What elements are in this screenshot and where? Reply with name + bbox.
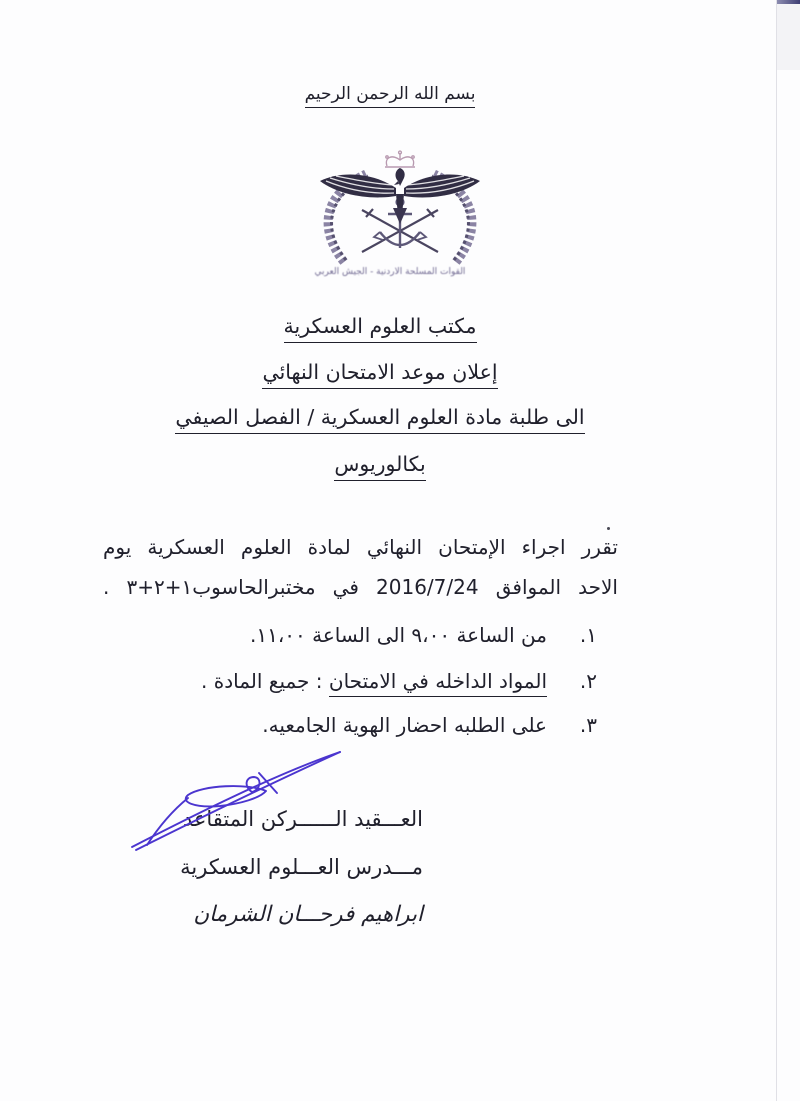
signoff-title: مـــدرس العـــلوم العسكرية (180, 855, 423, 879)
list-item-text: المواد الداخله في الامتحان : جميع المادة . (201, 664, 547, 698)
list-item (262, 708, 597, 742)
heading-announcement: إعلان موعد الامتحان النهائي (0, 360, 770, 385)
crown-icon (385, 151, 415, 167)
basmala-text: بسم الله الرحمن الرحيم (305, 84, 476, 108)
basmala-line (0, 84, 780, 104)
scan-edge-line (776, 0, 777, 1101)
signoff-name: ابراهيم فرحـــان الشرمان (193, 902, 423, 927)
eagle-icon (320, 168, 480, 224)
list-item-number: ٣. (579, 713, 597, 737)
heading-degree: بكالوريوس (0, 452, 770, 477)
heading-office: مكتب العلوم العسكرية (0, 314, 770, 339)
scan-corner-shade (777, 4, 800, 70)
list-item-text: على الطلبه احضار الهوية الجامعيه. (262, 713, 547, 737)
list-item-number: ١. (579, 623, 597, 647)
heading-addressees: الى طلبة مادة العلوم العسكرية / الفصل الصيفي (0, 405, 770, 430)
signoff-rank: العـــقيد الــــــركن المتقاعد (182, 807, 423, 831)
body-line-2: الاحد الموافق 2016/7/24 في مختبرالحاسوب١+٢+٣ . (103, 575, 618, 599)
signoff-block (131, 797, 423, 941)
body-paragraph (103, 527, 618, 607)
list-item-text: من الساعة ٩،٠٠ الى الساعة ١١،٠٠. (249, 623, 547, 647)
armed-forces-emblem-icon (312, 150, 488, 270)
list-item (201, 664, 597, 698)
list-item (250, 618, 597, 652)
emblem-caption: القوات المسلحة الاردنية - الجيش العربي (314, 267, 466, 277)
list-item-number: ٢. (579, 669, 597, 693)
body-line-1: تقرر اجراء الإمتحان النهائي لمادة العلوم العسكرية يوم (103, 535, 618, 559)
